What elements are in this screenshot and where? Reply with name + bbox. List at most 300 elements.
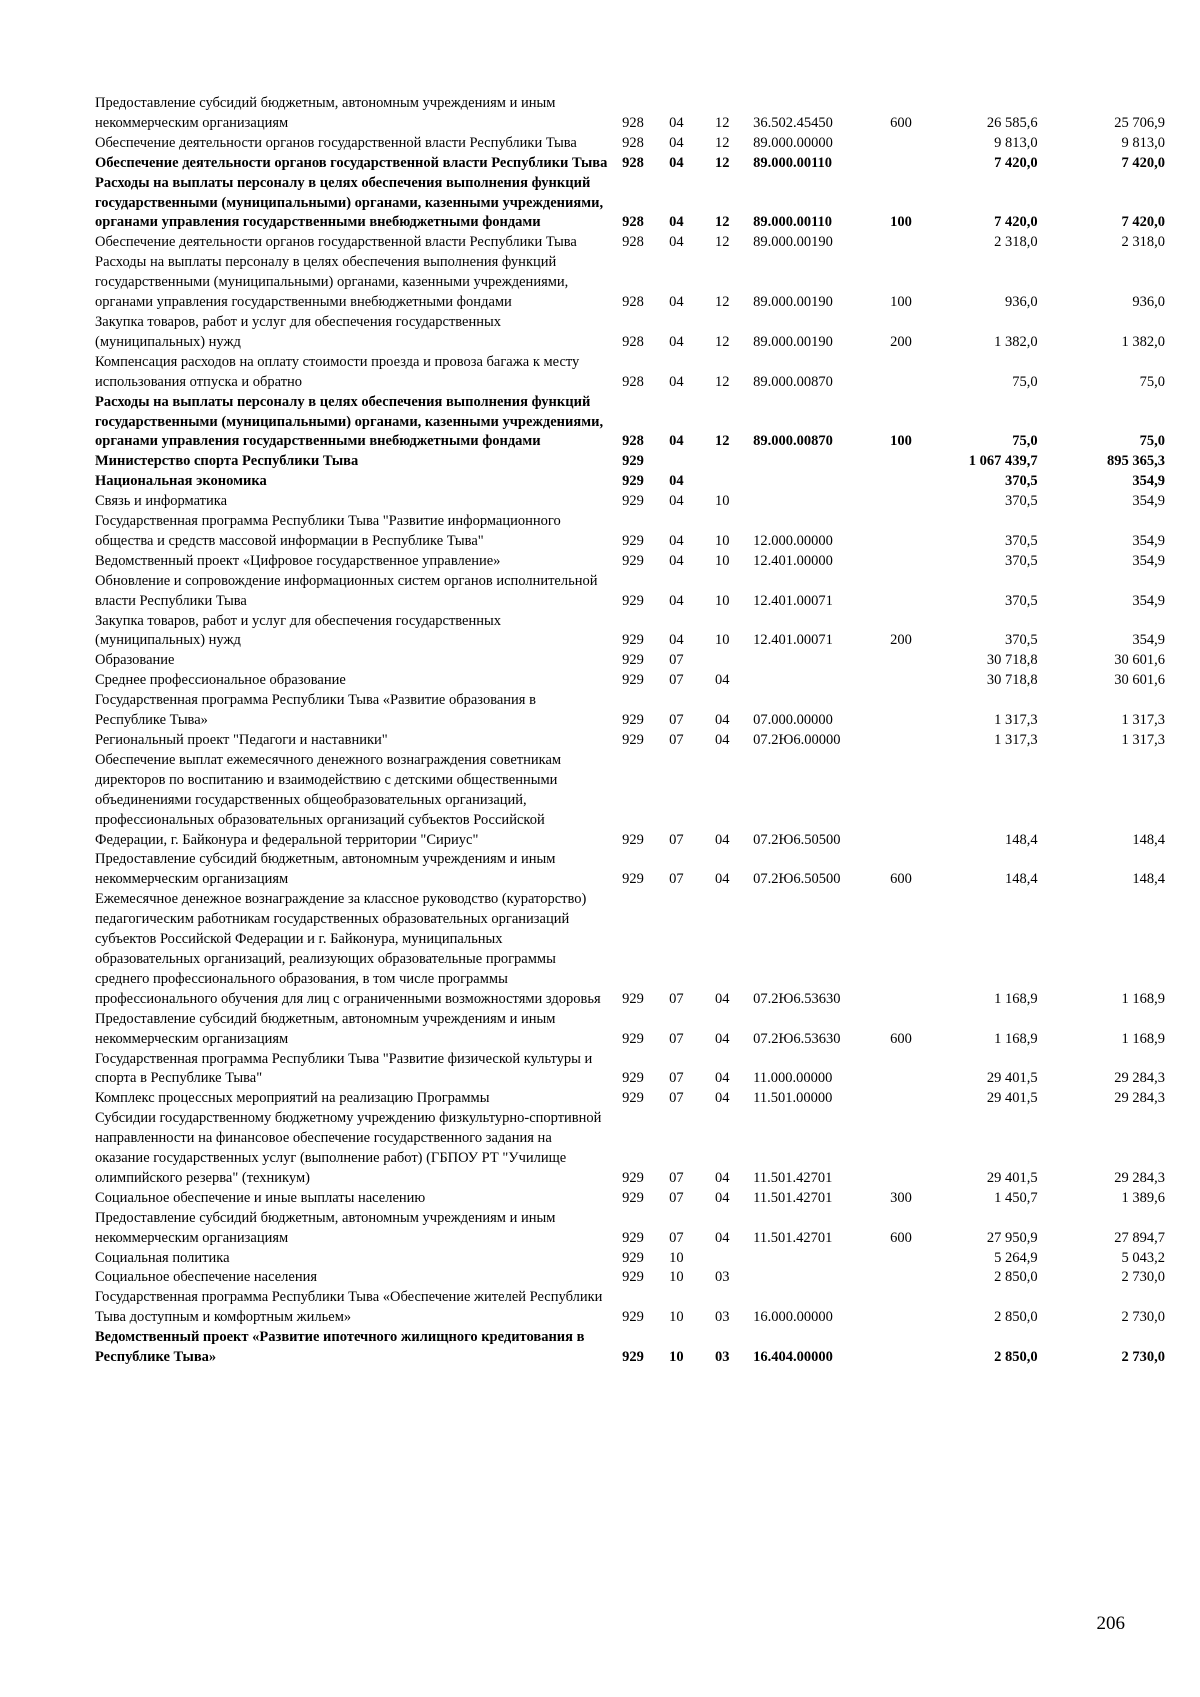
amount-year-2: 354,9: [1132, 632, 1165, 649]
ministry-code: 928: [622, 333, 644, 350]
target-article-code: 12.000.00000: [753, 532, 833, 549]
subsection-code: 04: [714, 1169, 730, 1186]
target-article-code: 89.000.00190: [753, 294, 833, 311]
subsection-code: 12: [714, 433, 730, 450]
expense-type-code: [877, 751, 926, 851]
subsection-code: 10: [714, 592, 730, 609]
subsection-code: 04: [714, 1090, 730, 1107]
target-article-code: 07.2Ю6.50500: [753, 871, 841, 888]
target-article-code: 36.502.45450: [753, 114, 833, 131]
ministry-code: 929: [622, 672, 644, 689]
subsection-code: 10: [714, 493, 730, 510]
table-row: [95, 1288, 1165, 1328]
page-number: 206: [1096, 1613, 1125, 1634]
ministry-code: 929: [622, 1189, 644, 1206]
expense-type-code: [877, 1268, 926, 1288]
subsection-code: 04: [714, 712, 730, 729]
section-code: 07: [669, 672, 684, 689]
target-article-code: 16.404.00000: [753, 1349, 833, 1366]
subsection-code: 04: [714, 871, 730, 888]
section-code: 04: [669, 632, 684, 649]
amount-year-1: 370,5: [1004, 532, 1038, 549]
amount-year-2: 29 284,3: [1114, 1090, 1165, 1107]
ministry-code: 928: [622, 114, 644, 131]
target-article-code: 07.2Ю6.53630: [753, 990, 841, 1007]
section-code: 07: [669, 652, 684, 669]
target-article-code: 16.000.00000: [753, 1309, 833, 1326]
subsection-code: 10: [714, 532, 730, 549]
ministry-code: 929: [622, 1249, 644, 1266]
row-name: Предоставление субсидий бюджетным, автономным учреждениям и иным некоммерческим организациям: [95, 851, 556, 888]
ministry-code: 929: [622, 493, 644, 510]
table-row: [95, 253, 1165, 313]
expense-type-code: [877, 1109, 926, 1189]
ministry-code: 929: [622, 732, 644, 748]
section-code: 04: [669, 592, 684, 609]
table-row: [95, 691, 1165, 731]
subsection-code: 12: [714, 114, 730, 131]
table-row: [95, 890, 1165, 1009]
target-article-code: 11.501.00000: [753, 1090, 833, 1107]
target-article-code: 11.501.42701: [753, 1189, 833, 1206]
subsection-code: 04: [714, 1189, 730, 1206]
expense-type-code: 100: [890, 214, 912, 231]
row-name: Закупка товаров, работ и услуг для обеспечения государственных (муниципальных) нужд: [95, 612, 502, 649]
row-name: Обеспечение деятельности органов государственной власти Республики Тыва: [95, 154, 608, 171]
expense-type-code: [877, 1089, 926, 1109]
amount-year-1: 370,5: [1004, 632, 1038, 649]
expense-type-code: [877, 691, 926, 731]
amount-year-2: 1 168,9: [1121, 1030, 1165, 1047]
amount-year-1: 370,5: [1004, 592, 1038, 609]
expense-type-code: [877, 154, 926, 174]
subsection-code: [699, 651, 745, 671]
section-code: 04: [669, 214, 684, 231]
row-name: Расходы на выплаты персоналу в целях обеспечения выполнения функций государственными (муниципальными) органами, казенными учреждениями, органами управления государственными внебюджетными фондами: [95, 254, 569, 311]
target-article-code: [745, 1249, 876, 1269]
section-code: 04: [669, 333, 684, 350]
expense-type-code: [877, 1249, 926, 1269]
table-row: [95, 472, 1165, 492]
table-row: [95, 492, 1165, 512]
ministry-code: 928: [622, 433, 644, 450]
amount-year-2: 2 318,0: [1121, 234, 1165, 251]
ministry-code: 929: [622, 831, 644, 848]
ministry-code: 929: [622, 1070, 644, 1087]
amount-year-2: 29 284,3: [1114, 1070, 1165, 1087]
target-article-code: 07.2Ю6.50500: [753, 831, 841, 848]
target-article-code: 89.000.00870: [753, 373, 833, 390]
subsection-code: 03: [714, 1349, 730, 1366]
row-name: Государственная программа Республики Тыва "Развитие информационного общества и средств массовой информации в Республике Тыва": [95, 513, 561, 549]
table-row: [95, 1189, 1165, 1209]
target-article-code: 89.000.00110: [753, 154, 833, 171]
section-code: 07: [669, 1169, 684, 1186]
amount-year-1: 370,5: [1004, 552, 1038, 569]
amount-year-2: 1 382,0: [1121, 333, 1165, 350]
amount-year-2: 1 389,6: [1121, 1189, 1165, 1206]
table-row: [95, 154, 1165, 174]
section-code: 07: [669, 712, 684, 729]
amount-year-2: 354,9: [1132, 493, 1165, 510]
target-article-code: [745, 472, 876, 492]
table-row: [95, 1050, 1165, 1090]
expense-type-code: 100: [890, 433, 912, 450]
target-article-code: 12.401.00071: [753, 592, 833, 609]
amount-year-1: 1 067 439,7: [968, 453, 1038, 470]
target-article-code: [745, 492, 876, 512]
target-article-code: 89.000.00190: [753, 333, 833, 350]
row-name: Предоставление субсидий бюджетным, автономным учреждениям и иным некоммерческим организациям: [95, 95, 556, 131]
ministry-code: 928: [622, 214, 644, 231]
amount-year-1: 1 168,9: [994, 1030, 1038, 1047]
amount-year-2: 9 813,0: [1121, 134, 1165, 151]
table-row: [95, 1268, 1165, 1288]
target-article-code: 89.000.00870: [753, 433, 833, 450]
amount-year-1: 29 401,5: [986, 1070, 1038, 1087]
subsection-code: 12: [714, 294, 730, 311]
row-name: Предоставление субсидий бюджетным, автономным учреждениям и иным некоммерческим организациям: [95, 1209, 556, 1246]
amount-year-2: 1 168,9: [1121, 990, 1165, 1007]
table-row: [95, 1249, 1165, 1269]
amount-year-1: 27 950,9: [986, 1229, 1038, 1246]
expense-type-code: [877, 671, 926, 691]
table-row: [95, 612, 1165, 652]
amount-year-1: 29 401,5: [986, 1169, 1038, 1186]
expense-type-code: [877, 1050, 926, 1090]
subsection-code: 04: [714, 1030, 730, 1047]
amount-year-2: 354,9: [1132, 532, 1165, 549]
amount-year-2: 2 730,0: [1121, 1269, 1165, 1286]
ministry-code: 928: [622, 373, 644, 390]
subsection-code: [699, 472, 745, 492]
ministry-code: 928: [622, 134, 644, 151]
section-code: 07: [669, 1189, 684, 1206]
section-code: 10: [669, 1249, 684, 1266]
row-name: Расходы на выплаты персоналу в целях обеспечения выполнения функций государственными (муниципальными) органами, казенными учреждениями, органами управления государственными внебюджетными фондами: [95, 393, 604, 450]
expense-type-code: [877, 233, 926, 253]
expense-type-code: [877, 492, 926, 512]
expense-type-code: [877, 134, 926, 154]
subsection-code: 04: [714, 990, 730, 1007]
table-row: [95, 850, 1165, 890]
amount-year-1: 2 850,0: [994, 1309, 1038, 1326]
subsection-code: 12: [714, 214, 730, 231]
expense-type-code: [877, 552, 926, 572]
target-article-code: [745, 671, 876, 691]
amount-year-1: 370,5: [1004, 493, 1038, 510]
section-code: 04: [669, 114, 684, 131]
table-row: [95, 174, 1165, 234]
ministry-code: 929: [622, 473, 644, 490]
table-row: [95, 1109, 1165, 1189]
subsection-code: [699, 1249, 745, 1269]
subsection-code: 04: [714, 672, 730, 689]
amount-year-2: 354,9: [1132, 473, 1165, 490]
amount-year-1: 75,0: [1012, 433, 1038, 450]
ministry-code: 929: [622, 552, 644, 569]
subsection-code: 12: [714, 333, 730, 350]
amount-year-2: 936,0: [1132, 294, 1165, 311]
amount-year-1: 1 450,7: [994, 1189, 1038, 1206]
table-body: [95, 94, 1165, 1368]
expense-type-code: [877, 1328, 926, 1368]
table-row: [95, 651, 1165, 671]
section-code: 10: [669, 1349, 684, 1366]
target-article-code: 89.000.00000: [753, 134, 833, 151]
section-code: 07: [669, 1070, 684, 1087]
row-name: Государственная программа Республики Тыва "Развитие физической культуры и спорта в Республике Тыва": [95, 1050, 593, 1087]
expense-type-code: 200: [890, 333, 912, 350]
target-article-code: [745, 452, 876, 472]
row-name: Региональный проект "Педагоги и наставники": [95, 732, 388, 748]
ministry-code: 929: [622, 1229, 644, 1246]
expense-type-code: [877, 512, 926, 552]
section-code: 07: [669, 871, 684, 888]
subsection-code: 12: [714, 373, 730, 390]
row-name: Социальное обеспечение и иные выплаты населению: [95, 1189, 426, 1206]
row-name: Министерство спорта Республики Тыва: [95, 453, 359, 470]
expense-type-code: [877, 731, 926, 751]
table-row: [95, 393, 1165, 453]
expense-type-code: 600: [890, 871, 912, 888]
section-code: 07: [669, 990, 684, 1007]
expense-type-code: 600: [890, 114, 912, 131]
amount-year-2: 30 601,6: [1114, 652, 1165, 669]
section-code: 04: [669, 134, 684, 151]
amount-year-2: 7 420,0: [1121, 214, 1165, 231]
amount-year-1: 29 401,5: [986, 1090, 1038, 1107]
target-article-code: 12.401.00000: [753, 552, 833, 569]
row-name: Закупка товаров, работ и услуг для обеспечения государственных (муниципальных) нужд: [95, 313, 502, 350]
expense-type-code: [877, 890, 926, 1009]
amount-year-2: 25 706,9: [1114, 114, 1165, 131]
row-name: Социальное обеспечение населения: [95, 1269, 318, 1286]
expense-type-code: 100: [890, 294, 912, 311]
subsection-code: 04: [714, 1229, 730, 1246]
table-row: [95, 671, 1165, 691]
ministry-code: 929: [622, 1030, 644, 1047]
section-code: 04: [669, 532, 684, 549]
table-row: [95, 1010, 1165, 1050]
section-code: 04: [669, 294, 684, 311]
ministry-code: 929: [622, 1269, 644, 1286]
section-code: 04: [669, 552, 684, 569]
amount-year-2: 354,9: [1132, 592, 1165, 609]
row-name: Ведомственный проект «Цифровое государственное управление»: [95, 552, 501, 569]
target-article-code: 89.000.00190: [753, 234, 833, 251]
amount-year-2: 30 601,6: [1114, 672, 1165, 689]
ministry-code: 929: [622, 532, 644, 549]
amount-year-1: 30 718,8: [986, 672, 1038, 689]
amount-year-1: 9 813,0: [994, 134, 1038, 151]
row-name: Обеспечение выплат ежемесячного денежного вознаграждения советникам директоров по воспитанию и взаимодействию с детскими общественными объединениями государственных общеобразовательных организаций, профессиональных образовательных организаций субъектов Российской Федерации, г. Байконура и федеральной территории "Сириус": [95, 751, 562, 848]
ministry-code: 929: [622, 652, 644, 669]
expense-type-code: [877, 651, 926, 671]
section-code: 04: [669, 373, 684, 390]
amount-year-1: 7 420,0: [994, 154, 1038, 171]
row-name: Предоставление субсидий бюджетным, автономным учреждениям и иным некоммерческим организациям: [95, 1010, 556, 1047]
table-row: [95, 233, 1165, 253]
amount-year-1: 1 168,9: [994, 990, 1038, 1007]
section-code: 04: [669, 234, 684, 251]
table-row: [95, 134, 1165, 154]
row-name: Компенсация расходов на оплату стоимости проезда и провоза багажа к месту использования отпуска и обратно: [95, 353, 580, 390]
subsection-code: 12: [714, 134, 730, 151]
section-code: 07: [669, 1229, 684, 1246]
target-article-code: 07.2Ю6.53630: [753, 1030, 841, 1047]
subsection-code: 03: [714, 1309, 730, 1326]
amount-year-2: 895 365,3: [1107, 453, 1165, 470]
table-row: [95, 572, 1165, 612]
row-name: Ведомственный проект «Развитие ипотечного жилищного кредитования в Республике Тыва»: [95, 1329, 585, 1366]
target-article-code: [745, 651, 876, 671]
amount-year-2: 27 894,7: [1114, 1229, 1165, 1246]
table-row: [95, 1089, 1165, 1109]
amount-year-1: 936,0: [1004, 294, 1038, 311]
expense-type-code: [877, 572, 926, 612]
expense-type-code: 300: [890, 1189, 912, 1206]
expense-type-code: [877, 452, 926, 472]
ministry-code: 929: [622, 453, 644, 470]
row-name: Расходы на выплаты персоналу в целях обеспечения выполнения функций государственными (муниципальными) органами, казенными учреждениями, органами управления государственными внебюджетными фондами: [95, 174, 604, 231]
ministry-code: 929: [622, 632, 644, 649]
amount-year-2: 2 730,0: [1121, 1309, 1165, 1326]
row-name: Социальная политика: [95, 1249, 230, 1266]
ministry-code: 929: [622, 871, 644, 888]
amount-year-2: 2 730,0: [1121, 1349, 1165, 1366]
amount-year-1: 148,4: [1004, 831, 1038, 848]
section-code: 04: [669, 154, 684, 171]
amount-year-1: 2 850,0: [994, 1349, 1038, 1366]
table-row: [95, 1209, 1165, 1249]
section-code: 04: [669, 493, 684, 510]
section-code: 07: [669, 831, 684, 848]
expense-type-code: [877, 472, 926, 492]
amount-year-2: 1 317,3: [1121, 732, 1165, 748]
row-name: Ежемесячное денежное вознаграждение за классное руководство (кураторство) педагогическим работникам государственных образовательных организаций субъектов Российской Федерации и г. Байконура, муниципальных образовательных организаций, реализующих образовательные программы среднего профессионального образования, в том числе программы профессионального обучения для лиц с ограниченными возможностями здоровья: [95, 891, 601, 1007]
row-name: Обеспечение деятельности органов государственной власти Республики Тыва: [95, 234, 577, 251]
amount-year-1: 75,0: [1012, 373, 1038, 390]
ministry-code: 929: [622, 1349, 644, 1366]
row-name: Субсидии государственному бюджетному учреждению физкультурно-спортивной направленности на финансовое обеспечение государственного задания на оказание государственных услуг (выполнение работ) (ГБПОУ РТ "Училище олимпийского резерва" (техникум): [95, 1110, 602, 1186]
amount-year-2: 29 284,3: [1114, 1169, 1165, 1186]
amount-year-2: 1 317,3: [1121, 712, 1165, 729]
target-article-code: 07.2Ю6.00000: [753, 732, 841, 748]
target-article-code: 89.000.00110: [753, 214, 833, 231]
ministry-code: 928: [622, 294, 644, 311]
amount-year-1: 1 382,0: [994, 333, 1038, 350]
amount-year-2: 148,4: [1132, 831, 1165, 848]
section-code: [653, 452, 699, 472]
subsection-code: 04: [714, 1070, 730, 1087]
table-row: [95, 552, 1165, 572]
target-article-code: 11.501.42701: [753, 1229, 833, 1246]
row-name: Связь и информатика: [95, 493, 228, 510]
section-code: 10: [669, 1269, 684, 1286]
amount-year-1: 7 420,0: [994, 214, 1038, 231]
amount-year-1: 148,4: [1004, 871, 1038, 888]
section-code: 04: [669, 473, 684, 490]
table-row: [95, 731, 1165, 751]
table-row: [95, 353, 1165, 393]
ministry-code: 929: [622, 712, 644, 729]
ministry-code: 929: [622, 592, 644, 609]
target-article-code: [745, 1268, 876, 1288]
section-code: 07: [669, 1090, 684, 1107]
budget-table: [95, 94, 1165, 1368]
section-code: 04: [669, 433, 684, 450]
row-name: Обеспечение деятельности органов государственной власти Республики Тыва: [95, 134, 577, 151]
expense-type-code: [877, 353, 926, 393]
subsection-code: 10: [714, 632, 730, 649]
row-name: Национальная экономика: [95, 473, 267, 490]
amount-year-1: 2 850,0: [994, 1269, 1038, 1286]
row-name: Обновление и сопровождение информационных систем органов исполнительной власти Республики Тыва: [95, 572, 598, 609]
ministry-code: 929: [622, 1309, 644, 1326]
expense-type-code: 600: [890, 1229, 912, 1246]
amount-year-1: 5 264,9: [994, 1249, 1038, 1266]
table-row: [95, 512, 1165, 552]
row-name: Государственная программа Республики Тыва «Развитие образования в Республике Тыва»: [95, 692, 536, 729]
target-article-code: 12.401.00071: [753, 632, 833, 649]
subsection-code: [699, 452, 745, 472]
amount-year-2: 7 420,0: [1121, 154, 1165, 171]
section-code: 07: [669, 732, 684, 748]
target-article-code: 07.000.00000: [753, 712, 833, 729]
section-code: 10: [669, 1309, 684, 1326]
ministry-code: 929: [622, 990, 644, 1007]
expense-type-code: [877, 1288, 926, 1328]
ministry-code: 929: [622, 1090, 644, 1107]
amount-year-1: 2 318,0: [994, 234, 1038, 251]
section-code: 07: [669, 1030, 684, 1047]
subsection-code: 04: [714, 831, 730, 848]
row-name: Образование: [95, 652, 175, 669]
subsection-code: 12: [714, 154, 730, 171]
amount-year-1: 370,5: [1004, 473, 1038, 490]
table-row: [95, 94, 1165, 134]
amount-year-1: 26 585,6: [986, 114, 1038, 131]
subsection-code: 04: [714, 732, 730, 748]
table-row: [95, 751, 1165, 851]
amount-year-2: 354,9: [1132, 552, 1165, 569]
amount-year-1: 30 718,8: [986, 652, 1038, 669]
amount-year-2: 75,0: [1139, 373, 1165, 390]
target-article-code: 11.000.00000: [753, 1070, 833, 1087]
ministry-code: 929: [622, 1169, 644, 1186]
amount-year-1: 1 317,3: [994, 732, 1038, 748]
table-row: [95, 452, 1165, 472]
row-name: Государственная программа Республики Тыва «Обеспечение жителей Республики Тыва доступным и комфортным жильем»: [95, 1289, 603, 1326]
amount-year-2: 5 043,2: [1121, 1249, 1165, 1266]
subsection-code: 12: [714, 234, 730, 251]
subsection-code: 03: [714, 1269, 730, 1286]
ministry-code: 928: [622, 234, 644, 251]
table-row: [95, 1328, 1165, 1368]
expense-type-code: 200: [890, 632, 912, 649]
expense-type-code: 600: [890, 1030, 912, 1047]
amount-year-2: 75,0: [1139, 433, 1165, 450]
row-name: Среднее профессиональное образование: [95, 672, 346, 689]
table-row: [95, 313, 1165, 353]
target-article-code: 11.501.42701: [753, 1169, 833, 1186]
subsection-code: 10: [714, 552, 730, 569]
amount-year-1: 1 317,3: [994, 712, 1038, 729]
amount-year-2: 148,4: [1132, 871, 1165, 888]
ministry-code: 928: [622, 154, 644, 171]
row-name: Комплекс процессных мероприятий на реализацию Программы: [95, 1090, 490, 1107]
